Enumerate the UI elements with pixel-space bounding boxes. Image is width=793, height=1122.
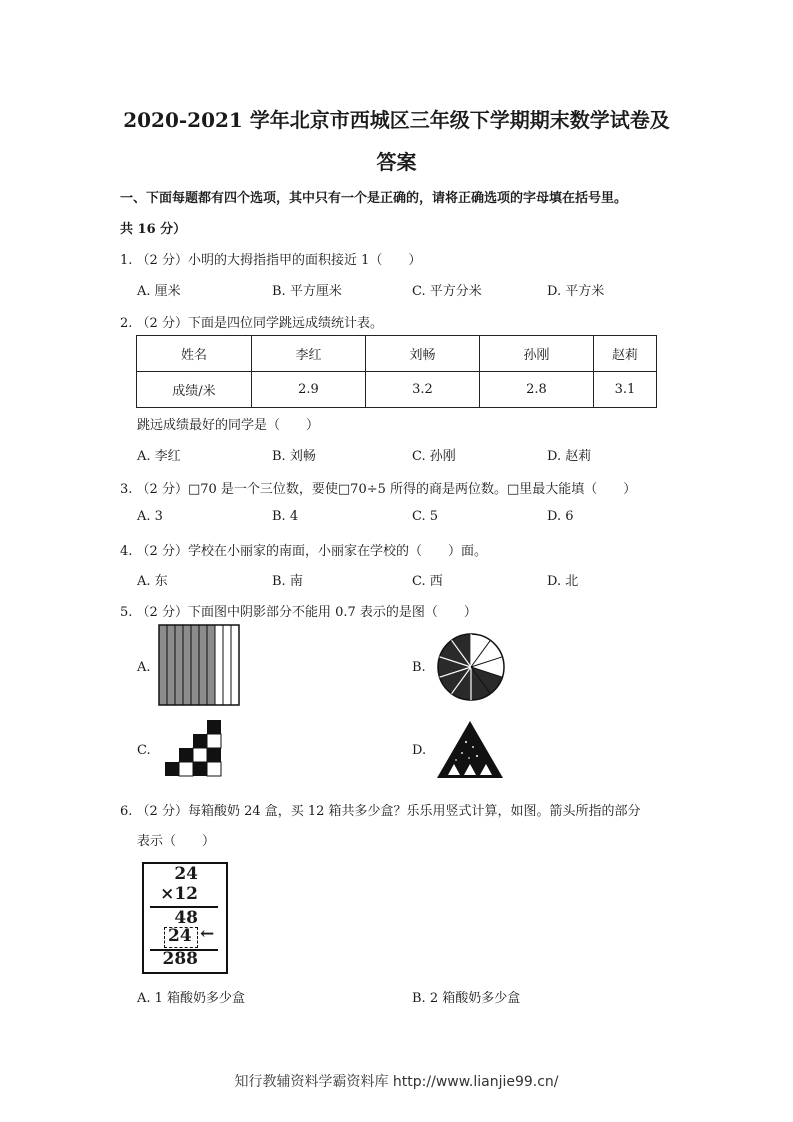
q4-option-c[interactable]: C. 西 bbox=[412, 574, 443, 589]
table-cell: 3.2 bbox=[366, 372, 480, 408]
q5-label-c[interactable]: C. bbox=[137, 743, 151, 758]
table-row bbox=[137, 372, 657, 408]
q5-label-d[interactable]: D. bbox=[412, 743, 427, 758]
table-cell: 孙刚 bbox=[480, 336, 594, 372]
q1-option-c[interactable]: C. 平方分米 bbox=[412, 284, 482, 299]
q1-option-a[interactable]: A. 厘米 bbox=[137, 284, 181, 299]
figure-d-triangle bbox=[436, 720, 504, 780]
q3-option-a[interactable]: A. 3 bbox=[137, 509, 163, 524]
calc-result: 288 bbox=[162, 949, 198, 969]
q1-option-b[interactable]: B. 平方厘米 bbox=[272, 284, 342, 299]
q4-option-b[interactable]: B. 南 bbox=[272, 574, 303, 589]
q4-option-d[interactable]: D. 北 bbox=[547, 574, 579, 589]
figure-a-striped-rectangle bbox=[158, 624, 240, 706]
q6-option-b[interactable]: B. 2 箱酸奶多少盒 bbox=[412, 991, 521, 1006]
q2-option-d[interactable]: D. 赵莉 bbox=[547, 449, 592, 464]
q5-label-a[interactable]: A. bbox=[137, 660, 151, 675]
question-5-text: 5. （2 分）下面图中阴影部分不能用 0.7 表示的是图（ ） bbox=[120, 605, 477, 620]
q4-option-a[interactable]: A. 东 bbox=[137, 574, 168, 589]
table-cell: 2.8 bbox=[480, 372, 594, 408]
table-cell: 2.9 bbox=[252, 372, 366, 408]
question-6-text: 6. （2 分）每箱酸奶 24 盒，买 12 箱共多少盒？乐乐用竖式计算，如图。箭头所指的部分 bbox=[120, 804, 641, 819]
q2-option-b[interactable]: B. 刘畅 bbox=[272, 449, 316, 464]
q3-option-c[interactable]: C. 5 bbox=[412, 509, 439, 524]
question-1-text: 1. （2 分）小明的大拇指指甲的面积接近 1（ ） bbox=[120, 253, 422, 268]
calc-multiplicand: 24 bbox=[174, 864, 198, 884]
q2-option-c[interactable]: C. 孙刚 bbox=[412, 449, 456, 464]
q6-option-a[interactable]: A. 1 箱酸奶多少盒 bbox=[137, 991, 246, 1006]
calc-multiplier: ×12 bbox=[160, 884, 198, 904]
calc-partial-product-1: 48 bbox=[174, 908, 198, 928]
calc-partial-product-2: 24 bbox=[168, 926, 192, 946]
footer-watermark: 知行教辅资料学霸资料库 http://www.lianjie99.cn/ bbox=[234, 1074, 559, 1090]
q5-label-b[interactable]: B. bbox=[412, 660, 426, 675]
question-6-prompt: 表示（ ） bbox=[137, 834, 216, 849]
question-3-text: 3. （2 分）□70 是一个三位数，要使□70÷5 所得的商是两位数。□里最大能填（ ） bbox=[120, 482, 637, 497]
table-cell: 赵莉 bbox=[594, 336, 657, 372]
section-score: 共 16 分） bbox=[120, 222, 187, 237]
figure-b-divided-circle bbox=[436, 632, 506, 702]
table-header-row bbox=[137, 336, 657, 372]
vertical-multiplication-box bbox=[142, 862, 228, 974]
q3-option-b[interactable]: B. 4 bbox=[272, 509, 299, 524]
table-cell: 刘畅 bbox=[366, 336, 480, 372]
table-cell: 李红 bbox=[252, 336, 366, 372]
page-title-continued: 答案 bbox=[376, 150, 417, 174]
q3-option-d[interactable]: D. 6 bbox=[547, 509, 574, 524]
question-2-prompt: 跳远成绩最好的同学是（ ） bbox=[137, 418, 320, 433]
q1-option-d[interactable]: D. 平方米 bbox=[547, 284, 605, 299]
table-cell: 姓名 bbox=[137, 336, 252, 372]
figure-c-staircase bbox=[161, 720, 223, 778]
table-cell: 成绩/米 bbox=[137, 372, 252, 408]
question-4-text: 4. （2 分）学校在小丽家的南面，小丽家在学校的（ ）面。 bbox=[120, 544, 487, 559]
q2-option-a[interactable]: A. 李红 bbox=[137, 449, 181, 464]
question-2-text: 2. （2 分）下面是四位同学跳远成绩统计表。 bbox=[120, 316, 383, 331]
page-title: 2020-2021 学年北京市西城区三年级下学期期末数学试卷及 bbox=[123, 108, 670, 132]
arrow-left-icon: ← bbox=[200, 924, 215, 944]
section-instructions: 一、下面每题都有四个选项，其中只有一个是正确的，请将正确选项的字母填在括号里。 bbox=[120, 191, 628, 206]
table-cell: 3.1 bbox=[594, 372, 657, 408]
score-table bbox=[136, 335, 657, 408]
